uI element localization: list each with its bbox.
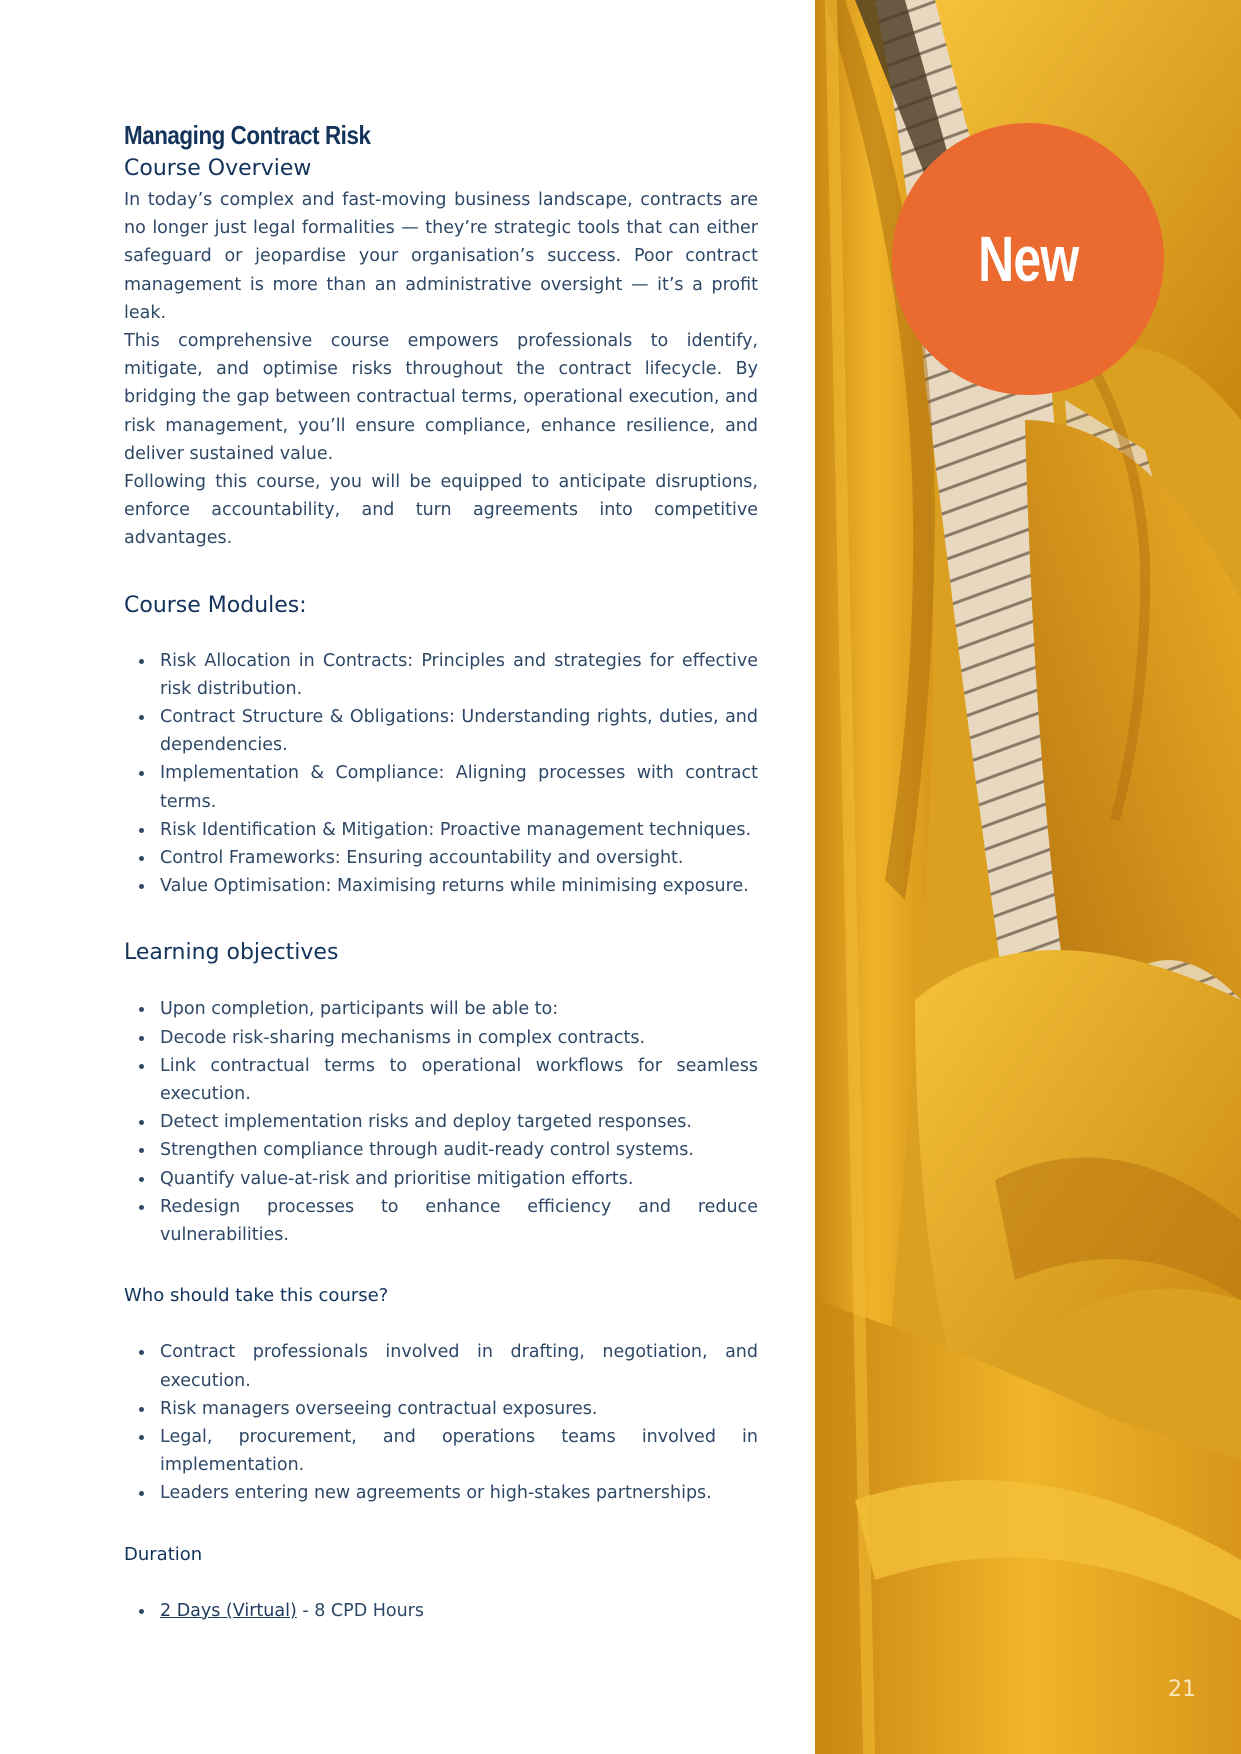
duration-link[interactable]: 2 Days (Virtual) <box>160 1600 297 1621</box>
list-item: Implementation & Compliance: Aligning processes with contract terms. <box>124 759 758 815</box>
list-item: Detect implementation risks and deploy targeted responses. <box>124 1108 758 1136</box>
course-content <box>124 118 758 1625</box>
audience-heading: Who should take this course? <box>124 1285 389 1307</box>
objectives-list <box>124 995 758 1249</box>
list-item <box>124 1597 758 1625</box>
list-item: Upon completion, participants will be able to: <box>124 995 758 1023</box>
list-item: Risk Identification & Mitigation: Proactive management techniques. <box>124 816 758 844</box>
list-item: Leaders entering new agreements or high-stakes partnerships. <box>124 1479 758 1507</box>
new-badge-label: New <box>977 223 1079 295</box>
modules-list <box>124 647 758 901</box>
list-item: Control Frameworks: Ensuring accountability and oversight. <box>124 844 758 872</box>
modules-heading: Course Modules: <box>124 592 307 618</box>
list-item: Link contractual terms to operational workflows for seamless execution. <box>124 1052 758 1108</box>
duration-list <box>124 1597 758 1625</box>
overview-paragraph: This comprehensive course empowers professionals to identify, mitigate, and optimise risks throughout the contract lifecycle. By bridging the gap between contractual terms, operational execution, and risk management, you’ll ensure compliance, enhance resilience, and deliver sustained value. <box>124 331 758 464</box>
duration-hours: - 8 CPD Hours <box>296 1600 424 1621</box>
list-item: Contract Structure & Obligations: Understanding rights, duties, and dependencies. <box>124 703 758 759</box>
course-title: Managing Contract Risk <box>124 120 371 150</box>
list-item: Value Optimisation: Maximising returns while minimising exposure. <box>124 872 758 900</box>
new-badge <box>892 123 1164 395</box>
overview-paragraph: In today’s complex and fast-moving business landscape, contracts are no longer just legal formalities — they’re strategic tools that can either safeguard or jeopardise your organisation’s success. Poor contract management is more than an administrative oversight — it’s a profit leak. <box>124 190 758 323</box>
duration-heading: Duration <box>124 1543 203 1565</box>
list-item: Contract professionals involved in drafting, negotiation, and execution. <box>124 1338 758 1394</box>
overview-paragraph: Following this course, you will be equipped to anticipate disruptions, enforce accountability, and turn agreements into competitive advantages. <box>124 472 758 549</box>
audience-list <box>124 1338 758 1507</box>
course-subtitle: Course Overview <box>124 156 312 181</box>
list-item: Strengthen compliance through audit-ready control systems. <box>124 1136 758 1164</box>
list-item: Decode risk-sharing mechanisms in complex contracts. <box>124 1024 758 1052</box>
objectives-heading: Learning objectives <box>124 940 339 966</box>
page-number: 21 <box>1168 1677 1196 1702</box>
list-item: Risk Allocation in Contracts: Principles and strategies for effective risk distribution. <box>124 647 758 703</box>
list-item: Redesign processes to enhance efficiency and reduce vulnerabilities. <box>124 1193 758 1249</box>
list-item: Risk managers overseeing contractual exposures. <box>124 1395 758 1423</box>
list-item: Quantify value-at-risk and prioritise mitigation efforts. <box>124 1165 758 1193</box>
list-item: Legal, procurement, and operations teams involved in implementation. <box>124 1423 758 1479</box>
